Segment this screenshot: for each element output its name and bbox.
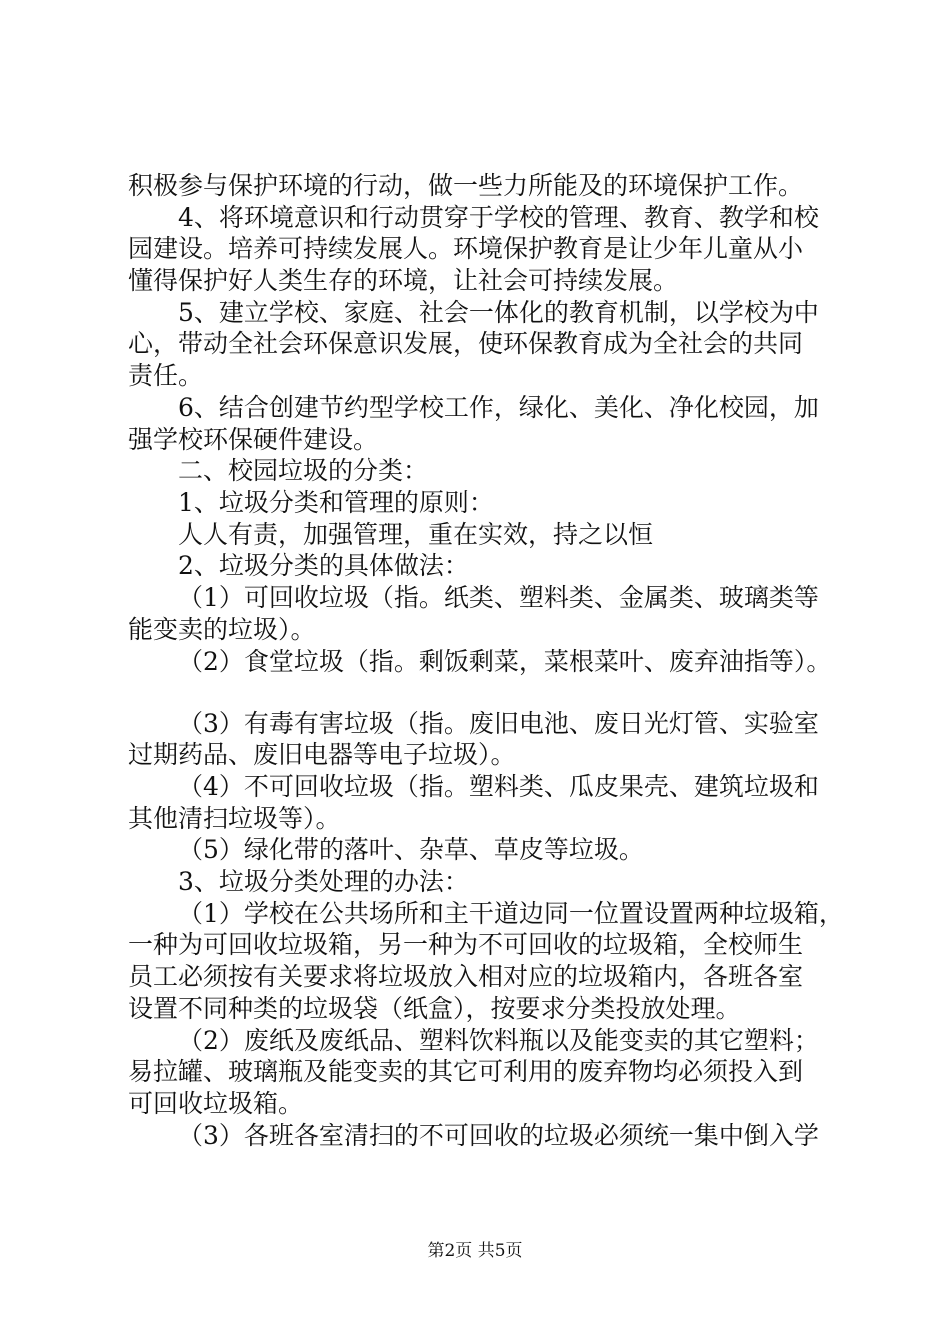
text-line: 可回收垃圾箱。 [128, 1089, 304, 1118]
text-line: 3、垃圾分类处理的办法： [178, 867, 469, 896]
text-line: （2）食堂垃圾（指。剩饭剩菜，菜根菜叶、废弃油指等）。 [178, 647, 832, 676]
page-number-footer: 第2页 共5页 [427, 1241, 523, 1261]
text-line: （4）不可回收垃圾（指。塑料类、瓜皮果壳、建筑垃圾和 [178, 772, 819, 801]
text-line: 能变卖的垃圾）。 [128, 615, 316, 644]
text-line: （3）各班各室清扫的不可回收的垃圾必须统一集中倒入学 [178, 1121, 819, 1150]
text-line: 强学校环保硬件建设。 [128, 425, 379, 454]
text-line: 其他清扫垃圾等）。 [128, 804, 341, 833]
text-line: 责任。 [128, 361, 204, 390]
text-line: 人人有责，加强管理，重在实效，持之以恒 [178, 520, 654, 549]
text-line: 易拉罐、玻璃瓶及能变卖的其它可利用的废弃物均必须投入到 [128, 1057, 804, 1086]
text-line: 4、将环境意识和行动贯穿于学校的管理、教育、教学和校 [178, 203, 819, 232]
text-line: 一种为可回收垃圾箱，另一种为不可回收的垃圾箱，全校师生 [128, 930, 804, 959]
text-line: 员工必须按有关要求将垃圾放入相对应的垃圾箱内，各班各室 [128, 962, 804, 991]
text-line: 过期药品、废旧电器等电子垃圾）。 [128, 740, 516, 769]
text-line: 心，带动全社会环保意识发展，使环保教育成为全社会的共同 [128, 329, 804, 358]
text-line: （3）有毒有害垃圾（指。废旧电池、废日光灯管、实验室 [178, 709, 819, 738]
text-line: 6、结合创建节约型学校工作，绿化、美化、净化校园，加 [178, 393, 819, 422]
text-line: 园建设。培养可持续发展人。环境保护教育是让少年儿童从小 [128, 234, 804, 263]
text-line: （1）可回收垃圾（指。纸类、塑料类、金属类、玻璃类等 [178, 583, 819, 612]
section-heading: 二、校园垃圾的分类： [178, 456, 429, 485]
text-line: （1）学校在公共场所和主干道边同一位置设置两种垃圾箱， [178, 899, 844, 928]
text-line: 1、垃圾分类和管理的原则： [178, 488, 494, 517]
text-line: （2）废纸及废纸品、塑料饮料瓶以及能变卖的其它塑料； [178, 1026, 819, 1055]
text-line: 5、建立学校、家庭、社会一体化的教育机制，以学校为中 [178, 298, 819, 327]
text-line: 设置不同种类的垃圾袋（纸盒），按要求分类投放处理。 [128, 994, 741, 1023]
text-line: （5）绿化带的落叶、杂草、草皮等垃圾。 [178, 835, 644, 864]
text-line: 懂得保护好人类生存的环境，让社会可持续发展。 [128, 266, 679, 295]
text-line: 积极参与保护环境的行动，做一些力所能及的环境保护工作。 [128, 171, 804, 200]
text-line: 2、垃圾分类的具体做法： [178, 551, 469, 580]
